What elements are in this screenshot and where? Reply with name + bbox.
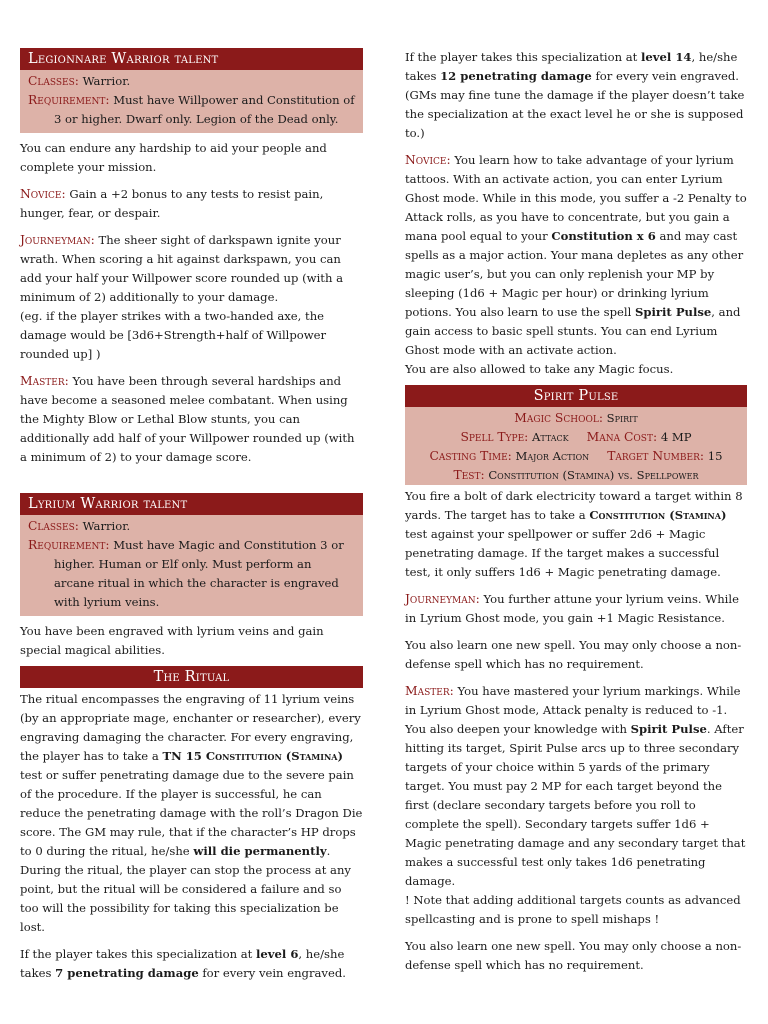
spell-casting-target: Casting Time: Major Action Target Number: 15 [429,449,723,463]
spell-type-cost: Spell Type: Attack Mana Cost: 4 MP [460,430,692,444]
lyrium-requirement: Must have Magic and Constitution 3 or higher. Human or Elf only. Must perform an arcane ritual in which the character is engraved with lyrium veins. [54,538,344,609]
ritual-test: TN 15 Constitution (Stamina) [162,749,343,763]
ritual-level14: If the player takes this specialization at level 14, he/she takes 12 penetrating damage for every vein engraved. (GMs may fine tune the damage if the player doesn’t take the specialization at the exact level he or she is supposed to.) [405,50,745,140]
ritual-level6: If the player takes this specialization at level 6, he/she takes 7 penetrating damage for every vein engraved. [20,947,346,980]
lyrium-title: Lyrium Warrior talent [20,493,363,515]
spell-description: You fire a bolt of dark electricity toward a target within 8 yards. The target has to take a Constitution (Stamina) test against your spellpower or suffer 2d6 + Magic penetrating damage. If the target makes a successful test, it only suffers 1d6 + Magic penetrating damage. [405,489,743,579]
lyrium-novice: Novice: You learn how to take advantage of your lyrium tattoos. With an activate action, you can enter Lyrium Ghost mode. While in this mode, you suffer a -2 Penalty to Attack rolls, as you have to concentrate, but you gain a mana pool equal to your Constitution x 6 and may cast spells as a major action. Your mana depletes as any other magic user’s, but you can only replenish your MP by sleeping (1d6 + Magic per hour) or drinking lyrium potions. You also learn to use the spell Spirit Pulse, and gain access to basic spell stunts. You can end Lyrium Ghost mode with an activate action. [405,153,747,357]
lyrium-info-box: Classes: Warrior. Requirement: Must have Magic and Constitution 3 or higher. Human or Elf only. Must perform an arcane ritual in which the character is engraved with lyrium veins. [20,515,363,616]
spell-test: Test: Constitution (Stamina) vs. Spellpower [453,468,699,482]
legionnaire-requirement: Must have Willpower and Constitution of [113,93,355,107]
right-column [405,48,747,983]
lyrium-novice-focus: You are also allowed to take any Magic focus. [405,362,674,376]
lyrium-classes: Warrior. [82,519,131,533]
legionnaire-journeyman: Journeyman: The sheer sight of darkspawn ignite your wrath. When scoring a hit against darkspawn, you can add your half your Willpower score rounded up (with a minimum of 2) additionally to your damage. [20,233,344,304]
spell-master: Master: You have mastered your lyrium markings. While in Lyrium Ghost mode, Attack penalty is reduced to -1. You also deepen your knowledge with Spirit Pulse. After hitting its target, Spirit Pulse arcs up to three secondary targets of your choice within 5 yards of the primary target. You must pay 2 MP for each target beyond the first (declare secondary targets before you roll to complete the spell). Secondary targets suffer 1d6 + Magic penetrating damage and any secondary target that makes a successful test only takes 1d6 penetrating damage. [405,684,746,888]
spell-info-box [405,407,747,485]
ritual-title: The Ritual [20,666,363,688]
spell-note-2: You also learn one new spell. You may only choose a non-defense spell which has no requirement. [405,939,742,972]
spell-title: Spirit Pulse [405,385,747,407]
spell-journeyman: Journeyman: You further attune your lyrium veins. While in Lyrium Ghost mode, you gain +1 Magic Resistance. [405,592,739,625]
left-column [20,48,363,991]
ritual-text: The ritual encompasses the engraving of 11 lyrium veins (by an appropriate mage, enchanter or researcher), every engraving damaging the character. For every engraving, the player has to take a TN 15 Constitution (Stamina) test or suffer penetrating damage due to the severe pain of the procedure. If the player is successful, he can reduce the penetrating damage with the roll’s Dragon Die score. The GM may rule, that if the character’s HP drops to 0 during the ritual, he/she will die permanently. During the ritual, the player can stop the process at any point, but the ritual will be considered a failure and so too will the possibility for taking this specialization be lost. [20,692,363,934]
legionnaire-journeyman-example: (eg. if the player strikes with a two-handed axe, the damage would be [3d6+Strength+half of Willpower rounded up] ) [20,309,327,361]
legionnaire-classes: Warrior. [82,74,131,88]
legionnaire-master: Master: You have been through several hardships and have become a seasoned melee combatant. When using the Mighty Blow or Lethal Blow stunts, you can additionally add half of your Willpower rounded up (with a minimum of 2) to your damage score. [20,374,355,464]
legionnaire-title: Legionnare Warrior talent [20,48,363,70]
spell-school: Magic School: Spirit [514,411,638,425]
spell-master-note: ! Note that adding additional targets counts as advanced spellcasting and is prone to spell mishaps ! [405,893,741,926]
spell-note-1: You also learn one new spell. You may only choose a non-defense spell which has no requirement. [405,638,742,671]
legionnaire-intro: You can endure any hardship to aid your people and complete your mission. [20,141,327,174]
legionnaire-novice: Novice: Gain a +2 bonus to any tests to resist pain, hunger, fear, or despair. [20,187,324,220]
lyrium-intro: You have been engraved with lyrium veins and gain special magical abilities. [20,624,324,657]
ritual-death: will die permanently [193,844,327,858]
legionnaire-info-box: Classes: Warrior. Requirement: Must have Willpower and Constitution of 3 or higher. Dwarf only. Legion of the Dead only. [20,70,363,133]
